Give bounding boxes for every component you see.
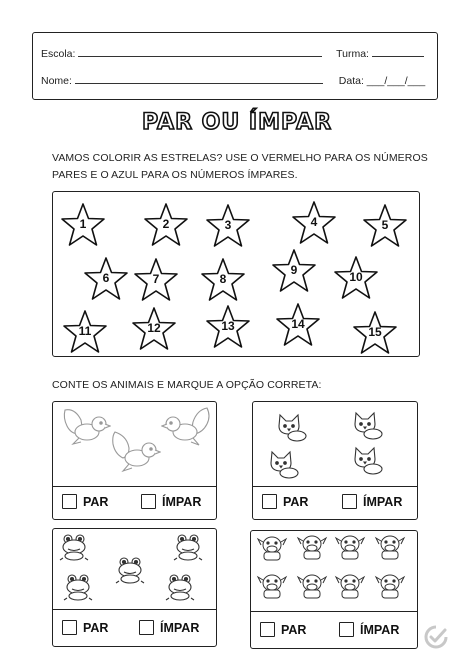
option-impar[interactable]: ÍMPAR (141, 494, 201, 509)
star-1[interactable]: 1 (60, 202, 106, 248)
cow-icon (333, 573, 367, 601)
school-label: Escola: (41, 48, 76, 60)
stars-box (52, 191, 420, 357)
star-3[interactable]: 3 (205, 203, 251, 249)
animal-box-birds (52, 401, 217, 520)
checkbox[interactable] (141, 494, 156, 509)
star-12[interactable]: 12 (131, 306, 177, 352)
animal-box-cows (250, 530, 418, 649)
school-field[interactable] (78, 47, 322, 57)
star-4[interactable]: 4 (291, 200, 337, 246)
checkbox[interactable] (262, 494, 277, 509)
name-row (41, 74, 425, 87)
frog-icon (59, 533, 89, 561)
option-par[interactable]: PAR (62, 620, 108, 635)
frog-icon (63, 573, 93, 601)
bird-icon (161, 404, 213, 450)
cow-icon (333, 534, 367, 562)
checkbox[interactable] (260, 622, 275, 637)
star-10[interactable]: 10 (333, 255, 379, 301)
option-impar[interactable]: ÍMPAR (139, 620, 199, 635)
option-par[interactable]: PAR (62, 494, 108, 509)
class-label: Turma: (336, 48, 369, 60)
cat-icon (351, 410, 383, 440)
cat-icon (267, 449, 299, 479)
stars-instruction: VAMOS COLORIR AS ESTRELAS? USE O VERMELHO PARA OS NÚMEROS PARES E O AZUL PARA OS NÚMEROS ÍMPARES. (52, 152, 428, 181)
star-6[interactable]: 6 (83, 256, 129, 302)
page-title: PAR OU ÍMPAR (141, 110, 333, 135)
star-15[interactable]: 15 (352, 310, 398, 356)
star-5[interactable]: 5 (362, 203, 408, 249)
student-info-box (32, 32, 438, 100)
class-field[interactable] (372, 47, 424, 57)
animals-instruction: CONTE OS ANIMAIS E MARQUE A OPÇÃO CORRETA: (52, 379, 322, 391)
date-label[interactable]: Data: ___/___/___ (338, 75, 426, 87)
option-par[interactable]: PAR (260, 622, 306, 637)
cat-icon (351, 445, 383, 475)
frog-icon (173, 533, 203, 561)
star-13[interactable]: 13 (205, 304, 251, 350)
star-11[interactable]: 11 (62, 309, 108, 355)
option-par[interactable]: PAR (262, 494, 308, 509)
animal-box-frogs (52, 528, 217, 647)
cow-icon (295, 534, 329, 562)
star-8[interactable]: 8 (200, 257, 246, 303)
star-9[interactable]: 9 (271, 248, 317, 294)
check-logo-icon (423, 624, 449, 650)
cow-icon (295, 573, 329, 601)
star-14[interactable]: 14 (275, 302, 321, 348)
cat-icon (275, 412, 307, 442)
checkbox[interactable] (339, 622, 354, 637)
cow-icon (373, 573, 407, 601)
star-2[interactable]: 2 (143, 202, 189, 248)
frog-icon (115, 556, 145, 584)
bird-icon (61, 404, 111, 448)
star-7[interactable]: 7 (133, 257, 179, 303)
checkbox[interactable] (62, 494, 77, 509)
cow-icon (255, 573, 289, 601)
cow-icon (255, 535, 289, 563)
option-impar[interactable]: ÍMPAR (342, 494, 402, 509)
animal-box-cats (252, 401, 418, 520)
name-field[interactable] (75, 74, 323, 84)
checkbox[interactable] (342, 494, 357, 509)
checkbox[interactable] (139, 620, 154, 635)
checkbox[interactable] (62, 620, 77, 635)
cow-icon (373, 534, 407, 562)
school-row (41, 47, 424, 60)
bird-icon (109, 428, 161, 474)
name-label: Nome: (41, 75, 72, 87)
option-impar[interactable]: ÍMPAR (339, 622, 399, 637)
frog-icon (165, 573, 195, 601)
